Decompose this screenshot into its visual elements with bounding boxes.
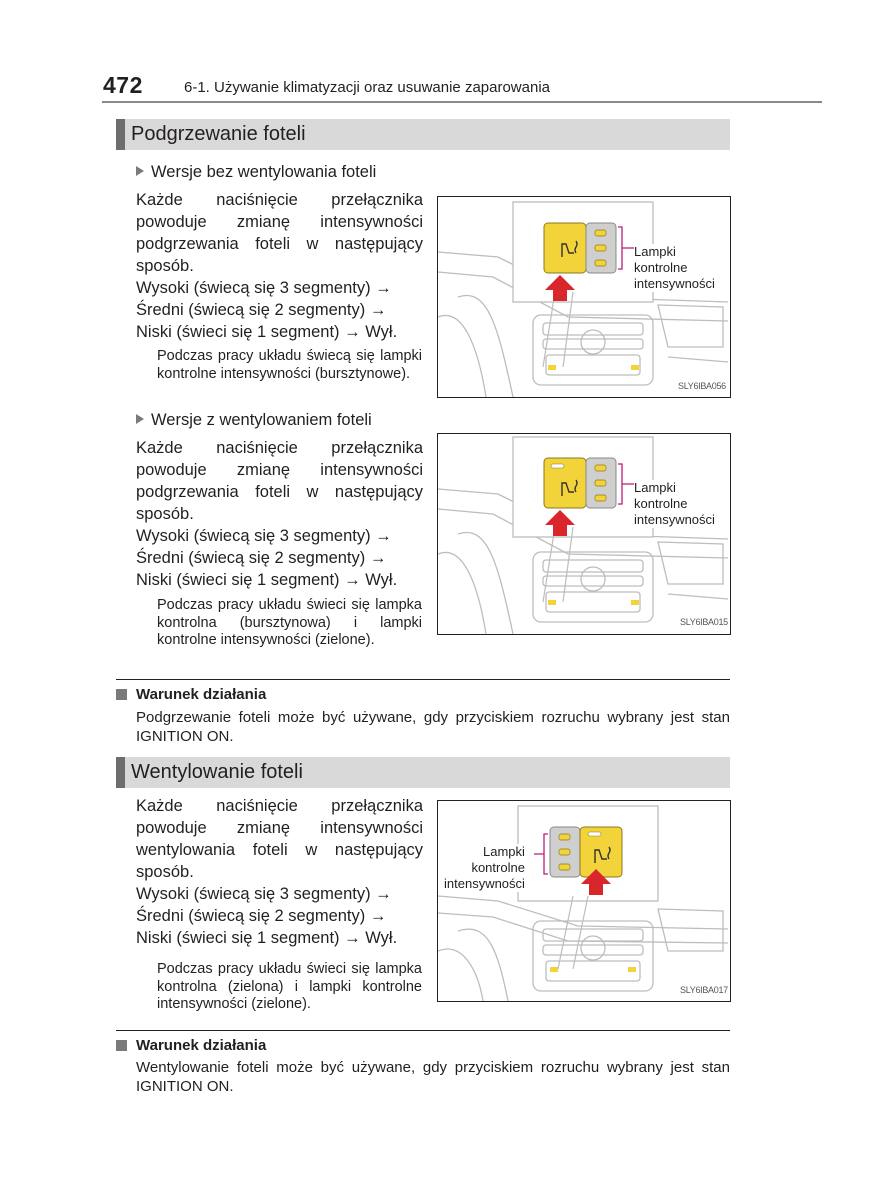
header-divider — [102, 101, 822, 103]
divider — [116, 1030, 730, 1031]
body-line: powoduje zmianę intensywności — [136, 819, 423, 837]
body-line: podgrzewania foteli w następujący — [136, 483, 423, 501]
body-line: Każde naciśnięcie przełącznika — [136, 191, 423, 209]
callout-label — [634, 480, 715, 528]
dashboard-drawing — [438, 434, 730, 634]
condition-heading-label: Warunek działania — [136, 686, 267, 703]
callout-line: intensywności — [444, 876, 525, 891]
note-text: Podczas pracy układu świeci się lampka kontrolna (zielona) i lampki kontrolne intensywności (zielone). — [157, 961, 422, 1012]
subhead-with-ventilation — [136, 411, 372, 430]
dashboard-drawing — [438, 197, 730, 397]
sequence-line: Wysoki (świecą się 3 segmenty) → — [136, 885, 392, 903]
body-line: Każde naciśnięcie przełącznika — [136, 439, 423, 457]
sequence-line: Niski (świeci się 1 segment) → Wył. — [136, 929, 398, 947]
figure-code: SLY6IBA056 — [678, 381, 726, 391]
section-title-seat-heating: Podgrzewanie foteli — [116, 119, 730, 150]
chapter-title: 6-1. Używanie klimatyzacji oraz usuwanie zaparowania — [184, 79, 550, 96]
sequence-line: Niski (świeci się 1 segment) → Wył. — [136, 323, 398, 341]
condition-heading — [116, 686, 266, 703]
body-line: sposób. — [136, 257, 194, 275]
square-bullet-icon — [116, 1040, 127, 1051]
body-line: wentylowania foteli w następujący — [136, 841, 423, 859]
sequence-line: Średni (świecą się 2 segmenty) → — [136, 549, 387, 567]
dashboard-drawing — [438, 801, 730, 1001]
body-line: powoduje zmianę intensywności — [136, 461, 423, 479]
callout-label — [634, 244, 715, 292]
sequence-line: Wysoki (świecą się 3 segmenty) → — [136, 279, 392, 297]
callout-line: intensywności — [634, 512, 715, 527]
sequence-line: Średni (świecą się 2 segmenty) → — [136, 907, 387, 925]
body-line: sposób. — [136, 505, 194, 523]
illustration-seat-heater-switch — [437, 196, 731, 398]
section-title-seat-ventilation: Wentylowanie foteli — [116, 757, 730, 788]
condition-text: Podgrzewanie foteli może być używane, gdy przyciskiem rozruchu wybrany jest stan IGNITION ON. — [136, 709, 730, 745]
subhead-no-ventilation — [136, 163, 376, 182]
condition-heading-label: Warunek działania — [136, 1037, 267, 1054]
triangle-bullet-icon — [136, 166, 144, 176]
subhead-label: Wersje bez wentylowania foteli — [151, 163, 377, 181]
figure-code: SLY6IBA015 — [680, 617, 728, 627]
body-line: sposób. — [136, 863, 194, 881]
sequence-line: Niski (świeci się 1 segment) → Wył. — [136, 571, 398, 589]
body-paragraph — [136, 189, 423, 343]
body-line: powoduje zmianę intensywności — [136, 213, 423, 231]
sequence-line: Wysoki (świecą się 3 segmenty) → — [136, 527, 392, 545]
condition-heading — [116, 1037, 266, 1054]
figure-code: SLY6IBA017 — [680, 985, 728, 995]
square-bullet-icon — [116, 689, 127, 700]
callout-line: Lampki — [483, 844, 525, 859]
illustration-seat-ventilation-switch — [437, 800, 731, 1002]
callout-line: Lampki — [634, 244, 676, 259]
page-number: 472 — [103, 72, 143, 98]
note-text: Podczas pracy układu świeci się lampka kontrolna (bursztynowa) i lampki kontrolne intensywności (zielone). — [157, 597, 422, 648]
callout-line: kontrolne — [471, 860, 525, 875]
triangle-bullet-icon — [136, 414, 144, 424]
note-text: Podczas pracy układu świecą się lampki kontrolne intensywności (bursztynowe). — [157, 348, 422, 382]
body-line: podgrzewania foteli w następujący — [136, 235, 423, 253]
body-paragraph — [136, 437, 423, 591]
callout-line: kontrolne — [634, 496, 688, 511]
body-paragraph — [136, 795, 423, 949]
callout-label — [444, 844, 525, 892]
callout-line: Lampki — [634, 480, 676, 495]
body-line: Każde naciśnięcie przełącznika — [136, 797, 423, 815]
subhead-label: Wersje z wentylowaniem foteli — [151, 411, 372, 429]
condition-text: Wentylowanie foteli może być używane, gdy przyciskiem rozruchu wybrany jest stan IGNITION ON. — [136, 1059, 730, 1095]
callout-line: kontrolne — [634, 260, 688, 275]
illustration-seat-heater-switch-ventilated — [437, 433, 731, 635]
divider — [116, 679, 730, 680]
callout-line: intensywności — [634, 276, 715, 291]
sequence-line: Średni (świecą się 2 segmenty) → — [136, 301, 387, 319]
